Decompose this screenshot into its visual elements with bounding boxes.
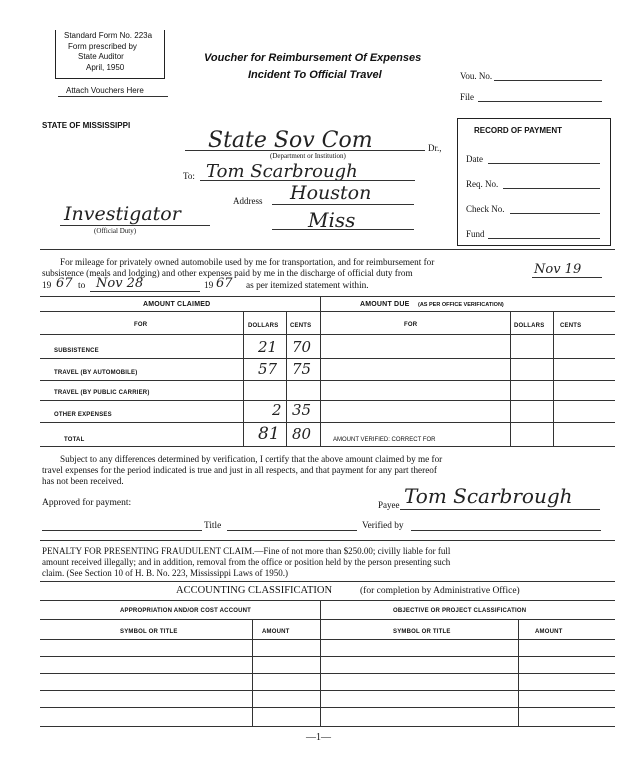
file-label: File: [460, 92, 475, 102]
table-row-subsistence-cents: 70: [292, 338, 312, 356]
penalty-line2: amount received illegally; and in addition, removal from the office or position held by the person presenting such: [42, 557, 451, 567]
year-from-value: 67: [56, 276, 73, 291]
due-dollars-header: DOLLARS: [514, 323, 545, 329]
table-row-other-label: OTHER EXPENSES: [54, 412, 112, 418]
to-period-label: to: [78, 281, 86, 291]
right-symbol-header: SYMBOL OR TITLE: [393, 629, 451, 635]
voucher-number-label: Vou. No.: [460, 71, 493, 81]
fund-label: Fund: [466, 229, 485, 239]
mileage-text-line3: as per itemized statement within.: [246, 281, 369, 291]
page-number: —1—: [306, 732, 331, 743]
verified-by-field[interactable]: [411, 530, 601, 531]
amount-claimed-header: AMOUNT CLAIMED: [143, 301, 211, 308]
document-subtitle: Incident To Official Travel: [248, 69, 382, 81]
title-label: Title: [204, 521, 222, 531]
dr-label: Dr.,: [428, 143, 442, 153]
approved-label: Approved for payment:: [42, 498, 132, 508]
form-prescribed: Form prescribed by: [68, 42, 137, 51]
due-cents-header: CENTS: [560, 323, 582, 329]
verified-by-label: Verified by: [362, 521, 404, 531]
table-row-subsistence-dollars: 21: [258, 338, 278, 356]
left-amount-header: AMOUNT: [262, 629, 290, 635]
penalty-line1: PENALTY FOR PRESENTING FRAUDULENT CLAIM.—Fine of not more than $250.00; civilly liable for full: [42, 546, 451, 556]
voucher-number-field[interactable]: [494, 80, 602, 81]
amount-verified-label: AMOUNT VERIFIED: CORRECT FOR: [333, 437, 436, 443]
table-row-other-cents: 35: [292, 401, 312, 419]
address-city-value: Houston: [290, 182, 372, 204]
state-label: STATE OF MISSISSIPPI: [42, 121, 131, 130]
form-number: Standard Form No. 223a: [64, 31, 153, 40]
claimed-cents-header: CENTS: [290, 323, 312, 329]
objective-header: OBJECTIVE OR PROJECT CLASSIFICATION: [393, 608, 527, 614]
official-duty-caption: (Official Duty): [94, 227, 137, 235]
document-title: Voucher for Reimbursement Of Expenses: [204, 52, 422, 64]
accounting-title: ACCOUNTING CLASSIFICATION: [176, 585, 333, 596]
penalty-line3: claim. (See Section 10 of H. B. No. 223, Mississippi Laws of 1950.): [42, 568, 288, 578]
amount-due-note: (AS PER OFFICE VERIFICATION): [418, 302, 504, 308]
table-row-auto-dollars: 57: [258, 360, 278, 378]
address-label: Address: [233, 196, 263, 206]
table-row-auto-cents: 75: [292, 360, 312, 378]
table-row-auto-label: TRAVEL (BY AUTOMOBILE): [54, 370, 138, 376]
claimed-for-header: FOR: [134, 322, 148, 328]
due-for-header: FOR: [404, 322, 418, 328]
table-row-total-dollars: 81: [258, 424, 280, 444]
certification-line2: travel expenses for the period indicated is true and just in all respects, and that payment for any part thereof: [42, 465, 437, 475]
appropriation-header: APPROPRIATION AND/OR COST ACCOUNT: [120, 608, 252, 614]
year-prefix-to: 19: [204, 281, 214, 291]
year-prefix-from: 19: [42, 281, 52, 291]
certification-line3: has not been received.: [42, 476, 124, 486]
req-no-label: Req. No.: [466, 179, 499, 189]
form-auditor: State Auditor: [78, 52, 124, 61]
payee-label: Payee: [378, 500, 400, 510]
accounting-note: (for completion by Administrative Office): [360, 586, 520, 596]
title-field[interactable]: [227, 530, 357, 531]
certification-line1: Subject to any differences determined by verification, I certify that the above amount claimed by me for: [60, 454, 443, 464]
table-row-other-dollars: 2: [272, 401, 282, 419]
table-row-total-cents: 80: [292, 425, 312, 443]
form-date: April, 1950: [86, 63, 125, 72]
to-label: To:: [183, 171, 195, 181]
attach-vouchers-label: Attach Vouchers Here: [66, 86, 144, 95]
period-from-value: Nov 19: [534, 262, 582, 277]
table-row-subsistence-label: SUBSISTENCE: [54, 348, 99, 354]
year-to-value: 67: [216, 276, 233, 291]
table-row-total-label: TOTAL: [64, 437, 85, 443]
check-no-field[interactable]: [510, 213, 600, 214]
department-value: State Sov Com: [208, 128, 373, 153]
amount-due-header: AMOUNT DUE: [360, 301, 410, 308]
payee-name-value: Tom Scarbrough: [206, 161, 358, 182]
approved-by-field[interactable]: [42, 530, 202, 531]
department-caption: (Department or Institution): [270, 152, 346, 160]
mileage-text-line2: subsistence (meals and lodging) and other expenses paid by me in the discharge of official duty from: [42, 268, 413, 278]
record-of-payment-title: RECORD OF PAYMENT: [474, 126, 563, 135]
official-duty-value: Investigator: [64, 203, 181, 225]
address-state-value: Miss: [308, 208, 356, 232]
fund-field[interactable]: [488, 238, 600, 239]
payee-signature: Tom Scarbrough: [404, 484, 573, 508]
payment-date-label: Date: [466, 154, 483, 164]
mileage-text-line1: For mileage for privately owned automobile used by me for transportation, and for reimbursement for: [60, 257, 435, 267]
payment-date-field[interactable]: [488, 163, 600, 164]
file-field[interactable]: [478, 101, 602, 102]
period-to-value: Nov 28: [96, 276, 144, 291]
right-amount-header: AMOUNT: [535, 629, 563, 635]
req-no-field[interactable]: [503, 188, 600, 189]
table-row-carrier-label: TRAVEL (BY PUBLIC CARRIER): [54, 390, 150, 396]
left-symbol-header: SYMBOL OR TITLE: [120, 629, 178, 635]
check-no-label: Check No.: [466, 204, 505, 214]
claimed-dollars-header: DOLLARS: [248, 323, 279, 329]
